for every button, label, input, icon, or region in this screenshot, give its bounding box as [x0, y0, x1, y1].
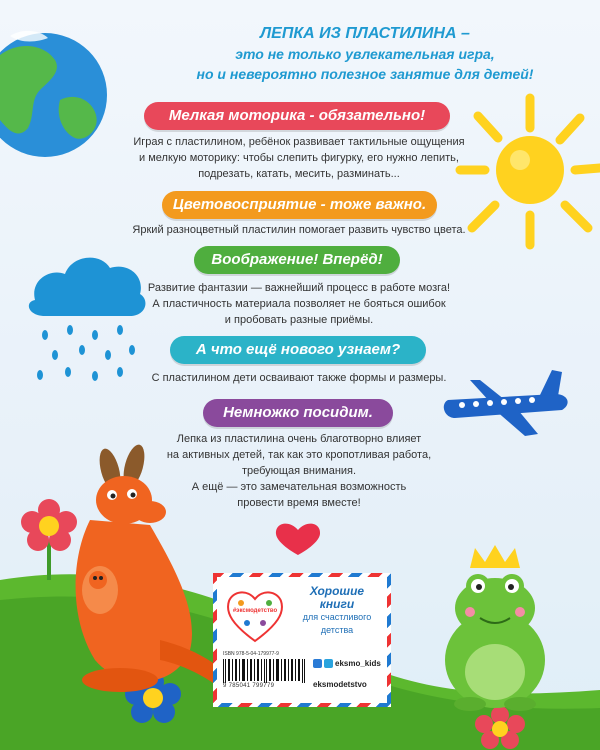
social-links [313, 657, 381, 699]
text-line: А ещё — это замечательная возможность [191, 481, 407, 493]
text-line: Развитие фантазии — важнейший процесс в работе мозга! [147, 282, 451, 294]
slogan-line: книги [319, 597, 355, 611]
isbn-text: ISBN 978-5-04-179977-9 [223, 651, 279, 657]
section-title-learn-new: А что ещё нового узнаем? [170, 336, 426, 364]
frog-prince-icon [445, 545, 545, 711]
barcode-number: 9 785041 799779 [223, 683, 275, 689]
heading-line-2: это не только увлекательная игра, [235, 46, 495, 62]
text-line: на активных детей, так как это кропотливая работа, [166, 449, 432, 461]
section-title-sit-still: Немножко посидим. [203, 399, 393, 427]
text-line: Играя с пластилином, ребёнок развивает тактильные ощущения [133, 136, 465, 148]
social-row [313, 678, 381, 691]
section-text-imagination [120, 280, 478, 328]
section-title-fine-motor: Мелкая моторика - обязательно! [144, 102, 450, 130]
text-line: и пробовать разные приёмы. [224, 314, 374, 326]
flower-icon [21, 499, 77, 580]
publisher-slogan [293, 585, 381, 637]
social-row [313, 657, 381, 670]
heading-line-3: но и невероятно полезное занятие для детей! [196, 66, 534, 82]
section-title-color-perception: Цветовосприятие - тоже важно. [162, 191, 437, 219]
slogan-line: Хорошие [309, 584, 365, 598]
text-line: Лепка из пластилина очень благотворно влияет [176, 433, 422, 445]
section-text-fine-motor [120, 134, 478, 182]
text-line: подрезать, катать, месить, разминать... [198, 168, 400, 180]
text-line: и мелкую моторику: чтобы слепить фигурку, его нужно лепить, [139, 152, 459, 164]
barcode-icon [223, 659, 307, 683]
section-text-sit-still [120, 431, 478, 511]
publisher-badge [213, 573, 391, 707]
text-line: А пластичность материала позволяет не бояться ошибок [152, 298, 446, 310]
logo-hashtag: #эксмодетство [232, 608, 278, 614]
section-title-imagination: Воображение! Вперёд! [194, 246, 400, 274]
social-handle: eksmodetstvo [313, 680, 367, 689]
text-line: С пластилином дети осваивают также формы и размеры. [151, 372, 447, 384]
slogan-line: детства [320, 625, 354, 635]
text-line: провести время вместе! [237, 497, 361, 509]
section-text-color-perception [120, 222, 478, 238]
earth-globe-icon [0, 31, 107, 157]
heart-icon [276, 524, 320, 555]
eksmo-heart-logo [223, 583, 287, 647]
text-line: Яркий разноцветный пластилин помогает развить чувство цвета. [132, 224, 466, 236]
telegram-icon [324, 659, 333, 668]
social-handle: eksmo_kids [335, 659, 381, 668]
slogan-line: для счастливого [302, 612, 372, 622]
heart-logo-icon [223, 583, 287, 647]
text-line: требующая внимания. [241, 465, 357, 477]
main-heading [150, 24, 580, 84]
sun-icon [460, 98, 600, 245]
heading-line-1: ЛЕПКА ИЗ ПЛАСТИЛИНА – [260, 25, 470, 42]
vk-icon [313, 659, 322, 668]
section-text-learn-new [120, 370, 478, 386]
